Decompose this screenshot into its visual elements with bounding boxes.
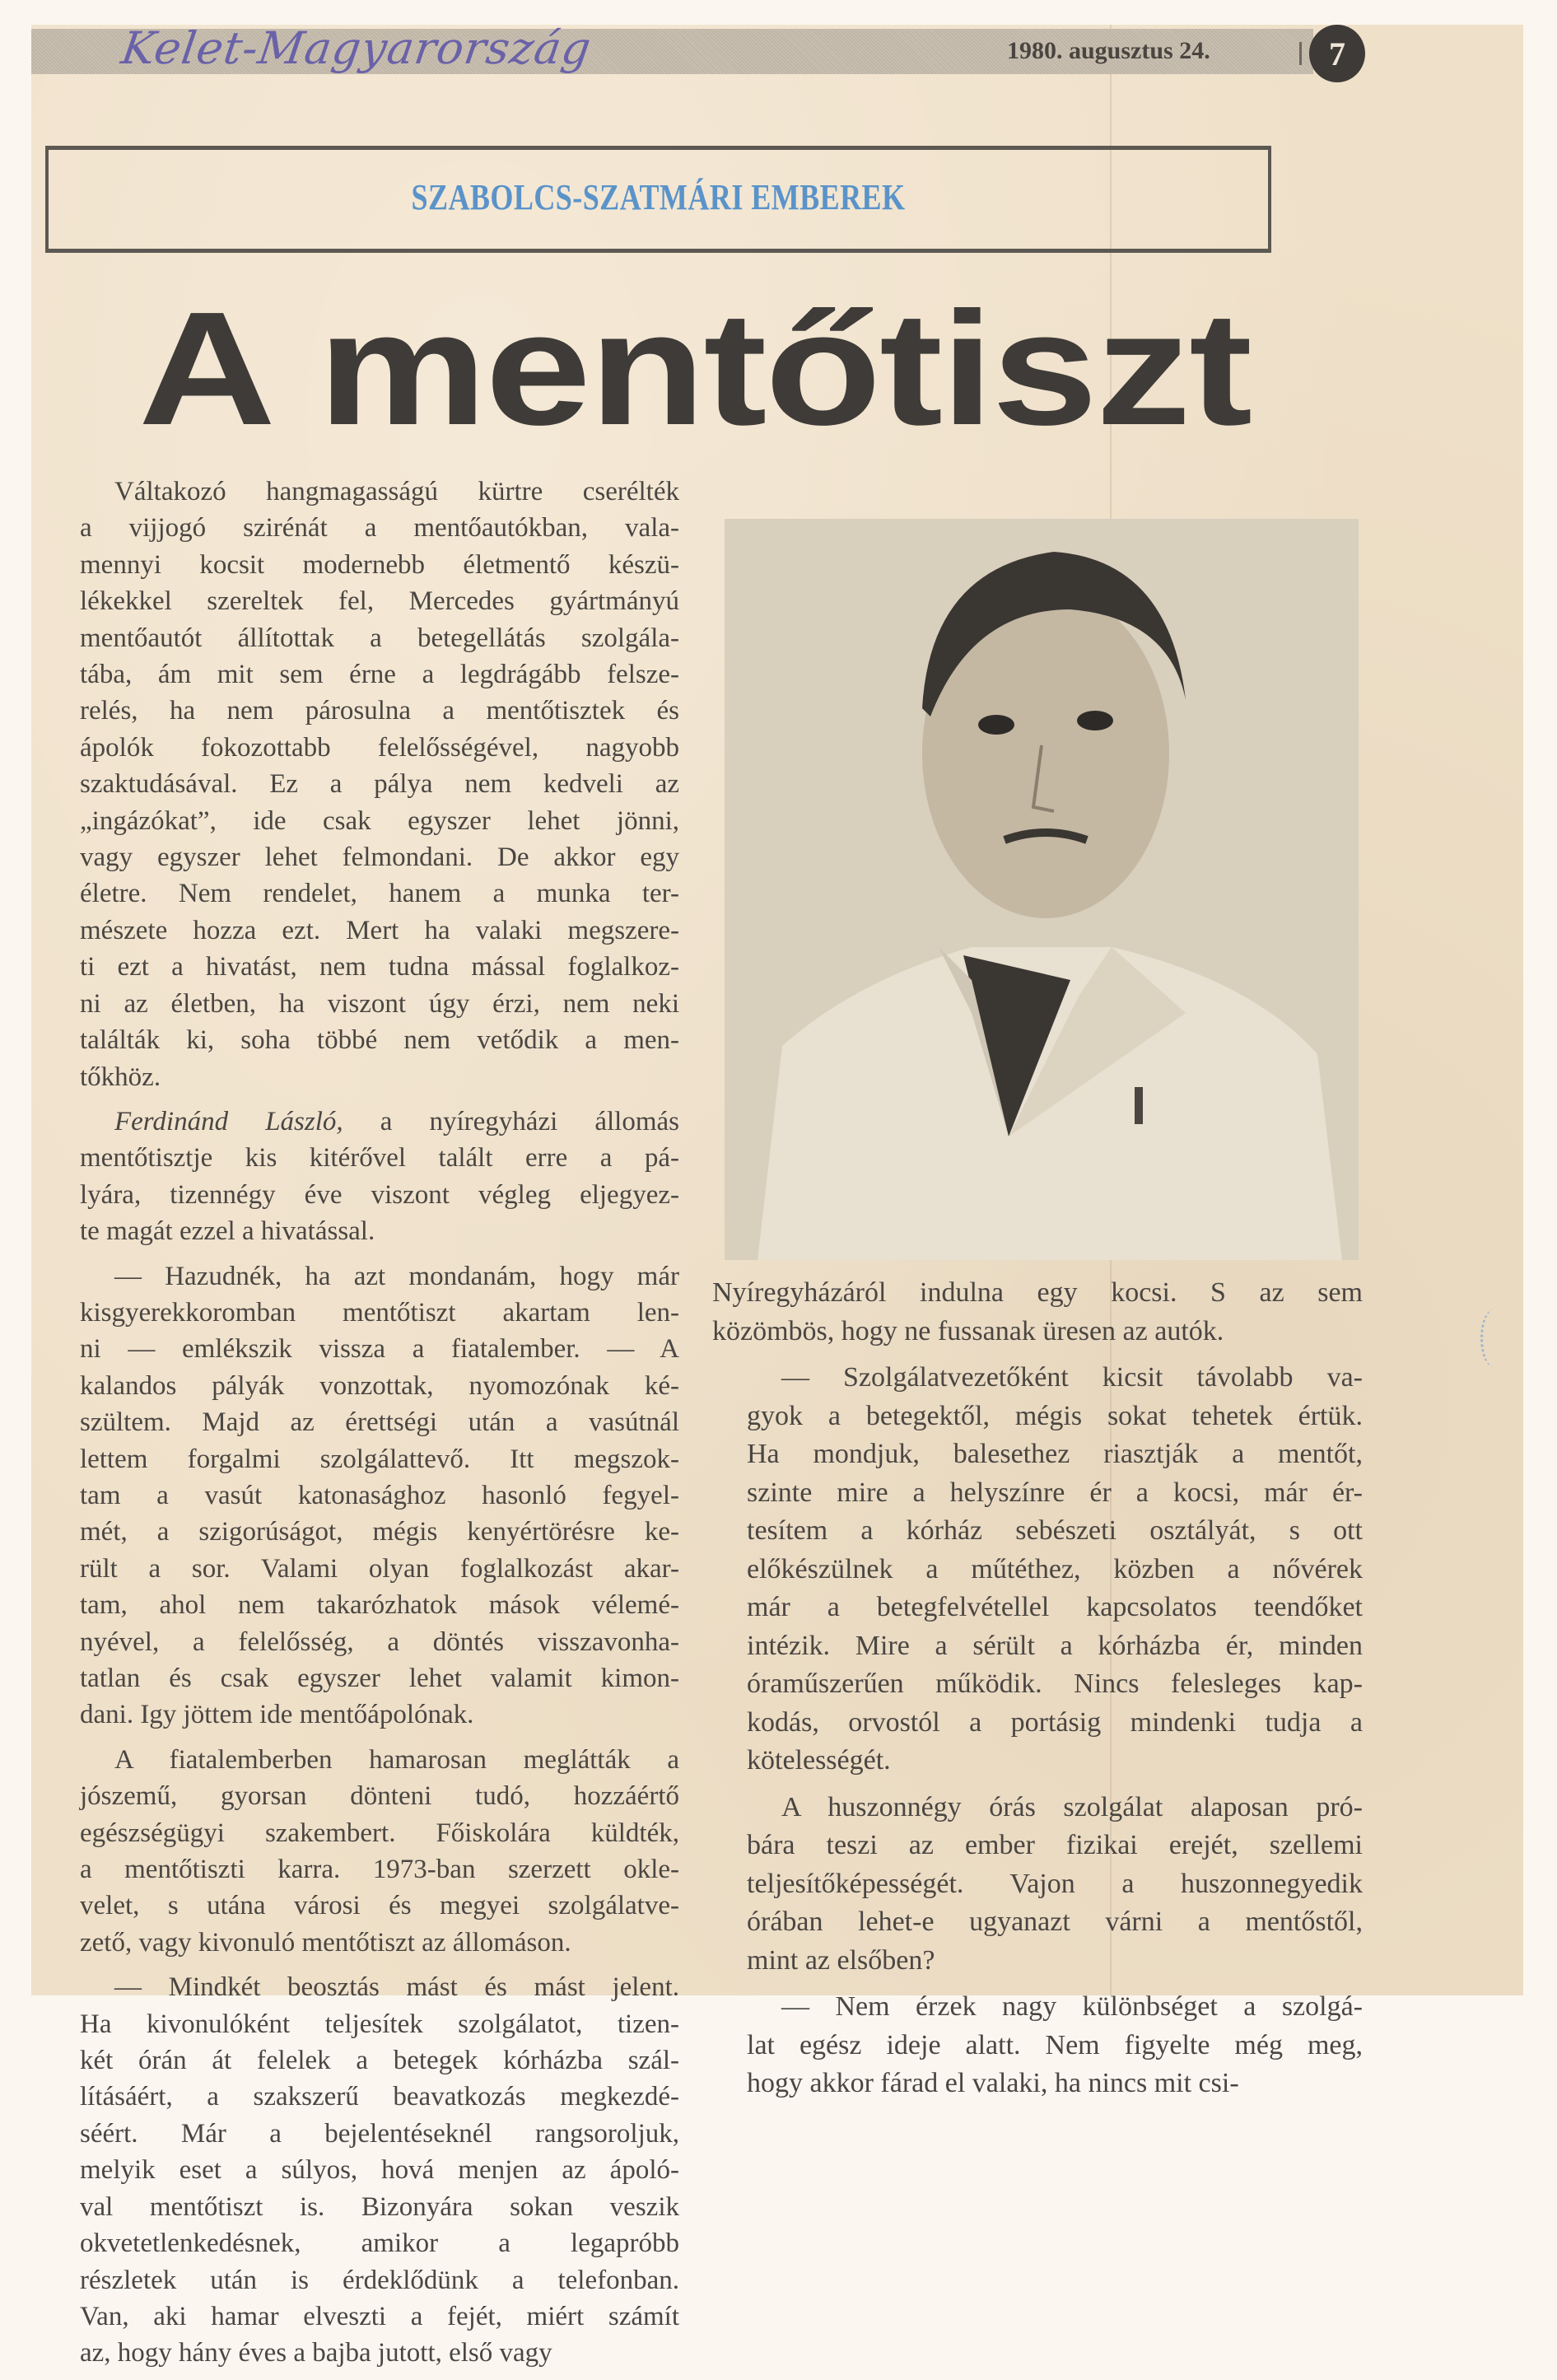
text-line	[45, 1815, 679, 1851]
text-line	[45, 547, 679, 583]
article-paragraph	[45, 474, 679, 1095]
portrait-photo	[725, 519, 1359, 1260]
text-line	[45, 510, 679, 546]
line-text: mentőautót állítottak a betegellátás szolgála-	[80, 623, 679, 653]
text-line	[45, 693, 679, 729]
left-eye	[978, 715, 1014, 735]
text-line	[712, 1988, 1363, 2027]
line-text: lításáért, a szakszerű beavatkozás megkezdé-	[80, 2082, 679, 2112]
line-text: közömbös, hogy ne fussanak üresen az autók.	[712, 1315, 1224, 1346]
text-line	[712, 2027, 1363, 2065]
line-text: már a betegfelvétellel kapcsolatos teendőket	[747, 1592, 1363, 1622]
text-line	[45, 1295, 679, 1331]
line-text: részletek után is érdeklődünk a telefonban.	[80, 2265, 679, 2295]
text-line	[45, 1368, 679, 1404]
line-text: tam, ahol nem takarózhatok mások vélemé-	[80, 1590, 679, 1621]
text-line	[45, 2152, 679, 2188]
text-line	[45, 2335, 679, 2371]
line-text: lettem forgalmi szolgálattevő. Itt megszok-	[80, 1444, 679, 1474]
section-heading-box	[45, 146, 1271, 253]
text-line	[45, 1022, 679, 1058]
line-text: órában lehet-e ugyanazt várni a mentőstől,	[747, 1906, 1363, 1937]
line-text: tőkhöz.	[80, 1062, 161, 1092]
text-line	[45, 839, 679, 875]
line-text: mint az elsőben?	[747, 1944, 935, 1976]
ink-smudge	[1480, 1309, 1508, 1367]
line-text: te magát ezzel a hivatással.	[80, 1216, 375, 1247]
line-text: lékekkel szereltek fel, Mercedes gyártmányú	[80, 586, 679, 617]
line-text: melyik eset a súlyos, hová menjen az ápoló-	[80, 2155, 679, 2186]
line-text: két órán át felelek a betegek kórházba szál-	[80, 2046, 679, 2076]
text-line	[45, 1477, 679, 1514]
text-line	[712, 1435, 1363, 1474]
text-line	[45, 1104, 679, 1140]
text-line	[45, 1624, 679, 1660]
line-text: relés, ha nem párosulna a mentőtisztek és	[80, 696, 679, 726]
text-line	[45, 1969, 679, 2005]
text-line	[712, 1274, 1363, 1313]
text-line	[712, 1512, 1363, 1551]
line-text: kötelességét.	[747, 1745, 891, 1776]
line-text: — Hazudnék, ha azt mondanám, hogy már	[114, 1261, 679, 1291]
text-line	[45, 1059, 679, 1095]
section-label: SZABOLCS-SZATMÁRI EMBEREK	[411, 177, 906, 217]
text-line	[45, 474, 679, 510]
line-text: előkészülnek a műtéthez, közben a nővérek	[747, 1553, 1363, 1584]
text-line	[45, 2006, 679, 2042]
line-text: mennyi kocsit modernebb életmentő készü-	[80, 549, 679, 580]
line-text: ti ezt a hivatást, nem tudna mással foglalkoz-	[80, 952, 679, 982]
line-text: bára teszi az ember fizikai erejét, szellemi	[747, 1830, 1363, 1860]
line-text: mentőtisztje kis kitérővel talált erre a pá-	[80, 1143, 679, 1174]
page-header-band	[31, 22, 1313, 74]
text-line	[45, 1514, 679, 1550]
text-line	[45, 1551, 679, 1587]
text-line	[45, 2189, 679, 2225]
text-line	[712, 1627, 1363, 1666]
line-text: mét, a szigorúságot, mégis kenyértörésre ke-	[80, 1517, 679, 1547]
line-text: jószemű, gyorsan dönteni tudó, hozzáértő	[80, 1781, 679, 1812]
line-text: lyára, tizennégy éve viszont végleg eljegyez-	[80, 1179, 679, 1210]
text-line	[712, 1665, 1363, 1704]
text-line	[45, 1778, 679, 1814]
text-line	[712, 1589, 1363, 1627]
text-line	[45, 949, 679, 985]
text-line	[45, 766, 679, 802]
article-paragraph	[712, 1274, 1363, 1351]
text-line	[45, 1213, 679, 1249]
line-text: A fiatalemberben hamarosan meglátták a	[114, 1744, 679, 1775]
line-text: lat egész ideje alatt. Nem figyelte még meg,	[747, 2029, 1363, 2060]
right-text-column	[712, 1274, 1363, 2112]
text-line	[45, 803, 679, 839]
text-line	[45, 1404, 679, 1440]
line-text: rült a sor. Valami olyan foglalkozást akar-	[80, 1553, 679, 1584]
line-text: ápolók fokozottabb felelősségével, nagyobb	[80, 732, 679, 763]
line-text: ni — emlékszik vissza a fiatalember. — A	[80, 1334, 679, 1365]
text-line	[712, 1704, 1363, 1743]
line-text: Ha kivonulóként teljesítek szolgálatot, tizen-	[80, 2009, 679, 2039]
text-line	[45, 620, 679, 656]
text-line	[712, 1398, 1363, 1436]
line-text: találták ki, soha többé nem vetődik a men-	[80, 1025, 679, 1056]
line-text: Váltakozó hangmagasságú kürtre cserélték	[114, 477, 679, 506]
text-line	[45, 986, 679, 1022]
line-text: Ha mondjuk, balesethez riasztják a mentőt,	[747, 1439, 1363, 1469]
line-text: tesítem a kórház sebészeti osztályát, s ott	[747, 1515, 1363, 1546]
line-text: — Szolgálatvezetőként kicsit távolabb va-	[781, 1362, 1363, 1393]
article-paragraph	[712, 1988, 1363, 2103]
article-paragraph	[712, 1789, 1363, 1981]
line-text: a mentőtiszti karra. 1973-ban szerzett okle-	[80, 1855, 679, 1885]
text-line	[45, 2042, 679, 2079]
line-text: a nyíregyházi állomás	[343, 1106, 680, 1136]
text-line	[45, 2116, 679, 2152]
text-line	[45, 730, 679, 766]
line-text: — Nem érzek nagy különbséget a szolgá-	[781, 1991, 1363, 2022]
line-text: egészségügyi szakembert. Főiskolára küldték,	[80, 1818, 679, 1848]
line-text: val mentőtiszt is. Bizonyára sokan veszik	[80, 2191, 679, 2222]
text-line	[45, 1140, 679, 1176]
line-text: A huszonnégy órás szolgálat alaposan pró-	[781, 1791, 1363, 1822]
person-name: Ferdinánd László,	[114, 1106, 343, 1136]
line-text: életre. Nem rendelet, hanem a munka ter-	[80, 879, 679, 909]
text-line	[712, 1742, 1363, 1780]
text-line	[45, 583, 679, 619]
text-line	[712, 2065, 1363, 2103]
line-text: nyével, a felelősség, a döntés visszavonha-	[80, 1626, 679, 1657]
text-line	[45, 912, 679, 949]
line-text: szaktudásával. Ez a pálya nem kedveli az	[80, 769, 679, 800]
article-paragraph	[45, 1258, 679, 1734]
text-line	[712, 1313, 1363, 1351]
line-text: zető, vagy kivonuló mentőtiszt az állomáson.	[80, 1927, 571, 1958]
line-text: dani. Igy jöttem ide mentőápolónak.	[80, 1700, 474, 1730]
article-paragraph	[45, 1969, 679, 2371]
line-text: kalandos pályák vonzottak, nyomozónak ké-	[80, 1370, 679, 1401]
handwritten-source-note: Kelet-Magyarország	[118, 22, 595, 74]
text-line	[45, 1441, 679, 1477]
article-paragraph	[712, 1359, 1363, 1780]
line-text: szültem. Majd az érettségi után a vasútnál	[80, 1407, 679, 1438]
line-text: tam a vasút katonasághoz hasonló fegyel-	[80, 1480, 679, 1510]
line-text: hogy akkor fárad el valaki, ha nincs mit csi-	[747, 2068, 1239, 2098]
line-text: Van, aki hamar elveszti a fejét, miért számít	[80, 2301, 679, 2331]
text-line	[45, 1925, 679, 1961]
publication-date: 1980. augusztus 24.	[1007, 37, 1210, 64]
text-line	[45, 1696, 679, 1733]
line-text: mészete hozza ezt. Mert ha valaki megszere-	[80, 915, 679, 945]
line-text: tatlan és csak egyszer lehet valamit kimon-	[80, 1664, 679, 1693]
portrait-illustration	[725, 519, 1359, 1260]
text-line	[45, 1660, 679, 1696]
line-text: — Mindkét beosztás mást és mást jelent.	[114, 1972, 679, 2003]
line-text: gyok a betegektől, mégis sokat tehetek értük.	[747, 1400, 1363, 1431]
text-line	[45, 1851, 679, 1888]
newspaper-clipping	[31, 22, 1523, 2368]
line-text: séért. Már a bejelentéseknél rangsoroljuk,	[80, 2118, 679, 2149]
text-line	[45, 2298, 679, 2335]
line-text: óraműszerűen működik. Nincs felesleges kap-	[747, 1668, 1363, 1699]
text-line	[712, 1865, 1363, 1904]
line-text: „ingázókat”, ide csak egyszer lehet jönni,	[80, 805, 679, 836]
text-line	[45, 875, 679, 912]
line-text: okvetetlenkedésnek, amikor a legapróbb	[80, 2228, 679, 2259]
text-line	[45, 1177, 679, 1213]
article-paragraph	[45, 1104, 679, 1250]
article-paragraph	[45, 1742, 679, 1961]
text-line	[712, 1474, 1363, 1513]
text-line	[45, 2262, 679, 2298]
line-text: az, hogy hány éves a bajba jutott, első vagy	[80, 2338, 552, 2368]
text-line	[712, 1942, 1363, 1981]
line-text: a vijjogó szirénát a mentőautókban, vala-	[80, 513, 679, 544]
text-line	[45, 1742, 679, 1778]
line-text: kisgyerekkoromban mentőtiszt akartam len-	[80, 1297, 679, 1328]
page-number-badge: 7	[1309, 25, 1365, 82]
text-line	[712, 1827, 1363, 1865]
line-text: teljesítőképességét. Vajon a huszonnegyedik	[747, 1868, 1363, 1899]
text-line	[712, 1789, 1363, 1827]
line-text: vagy egyszer lehet felmondani. De akkor egy	[80, 842, 679, 873]
text-line	[45, 1331, 679, 1367]
line-text: intézik. Mire a sérült a kórházba ér, minden	[747, 1630, 1363, 1661]
text-line	[45, 656, 679, 693]
text-line	[712, 1903, 1363, 1942]
text-line	[45, 2225, 679, 2261]
header-divider	[1299, 42, 1302, 65]
text-line	[712, 1551, 1363, 1589]
text-line	[45, 1587, 679, 1623]
pen-in-pocket	[1135, 1087, 1143, 1124]
line-text: szinte mire a helyszínre ér a kocsi, már ér-	[747, 1477, 1363, 1508]
line-text: ni az életben, ha viszont úgy érzi, nem neki	[80, 988, 679, 1019]
text-line	[712, 1359, 1363, 1398]
text-line	[45, 1888, 679, 1924]
line-text: velet, s utána városi és megyei szolgálatve-	[80, 1891, 679, 1921]
right-eye	[1077, 711, 1113, 730]
line-text: tába, ám mit sem érne a legdrágább felsze-	[80, 660, 679, 690]
text-line	[45, 1258, 679, 1295]
text-line	[45, 2079, 679, 2115]
article-title: A mentőtiszt	[138, 278, 1251, 459]
left-text-column	[45, 474, 679, 2380]
line-text: Nyíregyházáról indulna egy kocsi. S az sem	[712, 1277, 1363, 1308]
line-text: kodás, orvostól a portásig mindenki tudja a	[747, 1706, 1363, 1738]
